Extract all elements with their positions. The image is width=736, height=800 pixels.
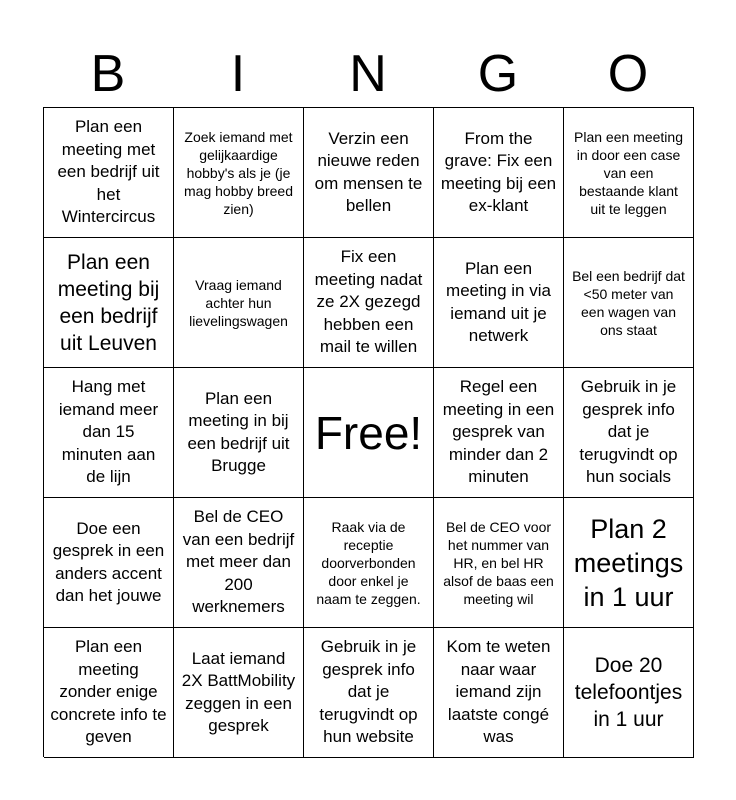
header-letter-b: B xyxy=(90,45,126,103)
bingo-cell-text: Plan 2 meetings in 1 uur xyxy=(573,513,684,612)
bingo-cell-text: Regel een meeting in een gesprek van minder dan 2 minuten xyxy=(442,377,555,487)
bingo-cell-text: Gebruik in je gesprek info dat je terugvindt op hun website xyxy=(319,637,418,747)
bingo-cell-r1c3[interactable] xyxy=(304,108,434,238)
bingo-cell-text: Plan een meeting zonder enige concrete info te geven xyxy=(50,637,167,747)
bingo-cell-r1c1[interactable] xyxy=(44,108,174,238)
header-letter-o: O xyxy=(607,45,649,103)
bingo-cell-r4c3[interactable] xyxy=(304,498,434,628)
bingo-cell-text: Plan een meeting in via iemand uit je netwerk xyxy=(446,258,551,345)
bingo-cell-r5c3[interactable] xyxy=(304,628,434,758)
bingo-cell-text: Raak via de receptie doorverbonden door enkel je naam te zeggen. xyxy=(316,518,421,607)
bingo-cell-free[interactable] xyxy=(304,368,434,498)
bingo-cell-r3c5[interactable] xyxy=(564,368,694,498)
bingo-cell-r4c1[interactable] xyxy=(44,498,174,628)
bingo-cell-text: Gebruik in je gesprek info dat je terugvindt op hun socials xyxy=(579,377,678,487)
bingo-cell-r1c2[interactable] xyxy=(174,108,304,238)
bingo-cell-r2c1[interactable] xyxy=(44,238,174,368)
free-space-text: Free! xyxy=(314,406,423,459)
bingo-cell-r2c3[interactable] xyxy=(304,238,434,368)
bingo-cell-text: Bel de CEO van een bedrijf met meer dan 200 werknemers xyxy=(182,507,295,617)
bingo-cell-r5c2[interactable] xyxy=(174,628,304,758)
bingo-cell-r1c4[interactable] xyxy=(434,108,564,238)
bingo-cell-r4c4[interactable] xyxy=(434,498,564,628)
bingo-cell-text: Plan een meeting met een bedrijf uit het Wintercircus xyxy=(57,117,160,227)
bingo-cell-text: Kom te weten naar waar iemand zijn laatste congé was xyxy=(446,637,551,747)
bingo-cell-text: Laat iemand 2X BattMobility zeggen in een gesprek xyxy=(181,648,296,735)
bingo-cell-text: Doe een gesprek in een anders accent dan het jouwe xyxy=(52,518,165,605)
bingo-cell-r5c4[interactable] xyxy=(434,628,564,758)
bingo-cell-text: Bel de CEO voor het nummer van HR, en bel HR alsof de baas een meeting wil xyxy=(443,518,554,607)
header-letter-i: I xyxy=(230,45,246,103)
bingo-grid xyxy=(43,107,694,757)
bingo-cell-r2c4[interactable] xyxy=(434,238,564,368)
bingo-header xyxy=(43,40,693,108)
bingo-cell-text: Plan een meeting in bij een bedrijf uit Brugge xyxy=(187,388,290,475)
bingo-cell-text: Verzin een nieuwe reden om mensen te bellen xyxy=(314,128,423,215)
bingo-cell-text: From the grave: Fix een meeting bij een ex-klant xyxy=(440,128,557,215)
bingo-cell-r5c5[interactable] xyxy=(564,628,694,758)
bingo-cell-r5c1[interactable] xyxy=(44,628,174,758)
bingo-cell-r2c2[interactable] xyxy=(174,238,304,368)
bingo-cell-text: Vraag iemand achter hun lievelingswagen xyxy=(189,276,288,329)
bingo-cell-r3c4[interactable] xyxy=(434,368,564,498)
header-letter-n: N xyxy=(349,45,387,103)
bingo-cell-text: Zoek iemand met gelijkaardige hobby's als je (je mag hobby breed zien) xyxy=(184,128,293,217)
bingo-cell-r3c1[interactable] xyxy=(44,368,174,498)
bingo-cell-r4c5[interactable] xyxy=(564,498,694,628)
bingo-cell-text: Plan een meeting bij een bedrijf uit Leuven xyxy=(57,250,160,355)
bingo-cell-r1c5[interactable] xyxy=(564,108,694,238)
bingo-cell-r3c2[interactable] xyxy=(174,368,304,498)
bingo-cell-r2c5[interactable] xyxy=(564,238,694,368)
bingo-cell-text: Hang met iemand meer dan 15 minuten aan de lijn xyxy=(58,377,159,487)
bingo-cell-text: Doe 20 telefoontjes in 1 uur xyxy=(574,654,683,731)
bingo-cell-r4c2[interactable] xyxy=(174,498,304,628)
header-letter-g: G xyxy=(477,45,519,103)
bingo-cell-text: Bel een bedrijf dat <50 meter van een wagen van ons staat xyxy=(572,267,685,338)
bingo-cell-text: Fix een meeting nadat ze 2X gezegd hebben een mail te willen xyxy=(314,247,423,357)
bingo-cell-text: Plan een meeting in door een case van een bestaande klant uit te leggen xyxy=(574,128,683,217)
